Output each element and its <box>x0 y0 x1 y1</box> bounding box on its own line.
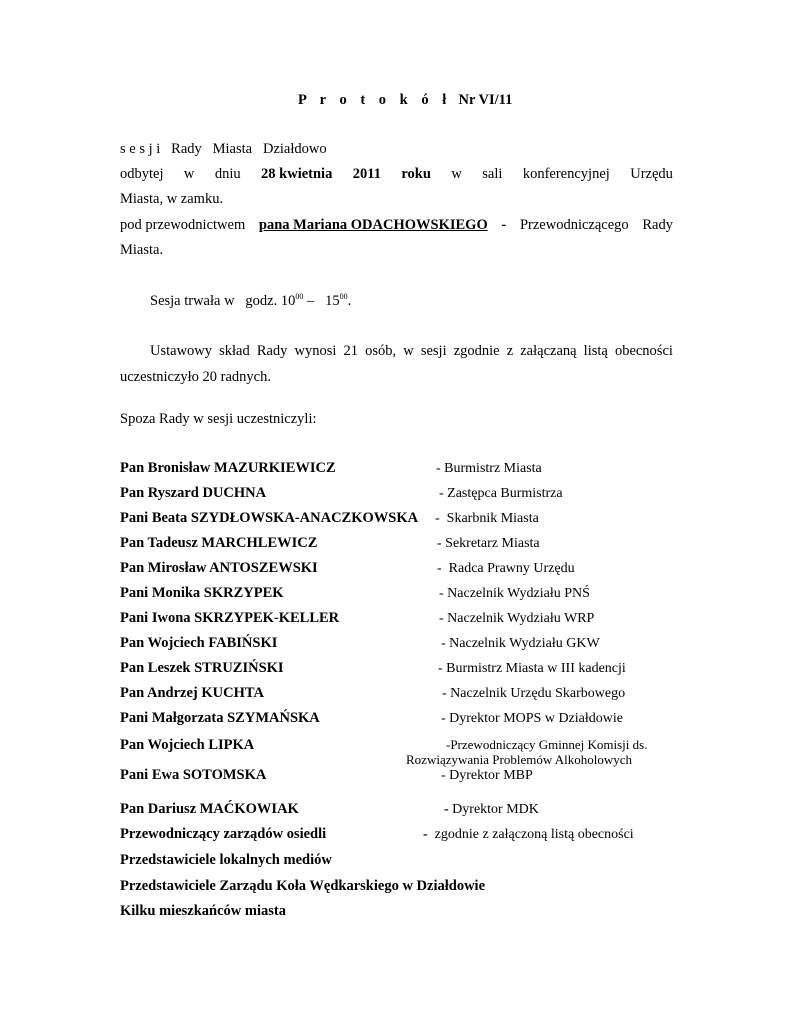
composition-word: listą <box>583 343 608 359</box>
composition-word: sesji <box>420 343 447 359</box>
attendee-name: Pan Bronisław MAZURKIEWICZ <box>120 460 336 476</box>
attendee-role-dash: - <box>444 802 449 817</box>
attendee-name: Pan Dariusz MAĆKOWIAK <box>120 801 299 817</box>
attendee-name: Pani Ewa SOTOMSKA <box>120 767 267 783</box>
attendee-name: Pan Mirosław ANTOSZEWSKI <box>120 560 318 576</box>
intro-word: w <box>451 166 462 182</box>
intro-word: w <box>183 166 195 182</box>
intro-line-3: Miasta, w zamku. <box>120 191 224 207</box>
composition-line-2: uczestniczyło 20 radnych. <box>120 369 271 385</box>
attendee-name: Pan Andrzej KUCHTA <box>120 685 264 701</box>
intro-word: sali <box>482 166 503 182</box>
intro-word: odbytej <box>120 166 164 182</box>
attendee-role: - Sekretarz Miasta <box>437 536 540 551</box>
composition-word: obecności <box>614 343 673 359</box>
title-spaced: P r o t o k ó ł <box>298 92 452 108</box>
intro-word: Rady <box>642 217 673 233</box>
attendee-name: Pani Beata SZYDŁOWSKA-ANACZKOWSKA <box>120 510 419 526</box>
title-number: Nr VI/11 <box>458 92 513 108</box>
attendee-name: Pan Leszek STRUZIŃSKI <box>120 660 284 676</box>
composition-word: skład <box>219 343 250 359</box>
attendee-role-text: zgodnie z załączoną listą obecności <box>427 827 634 842</box>
attendee-role: - Radca Prawny Urzędu <box>437 561 575 576</box>
attendee-role: - Burmistrz Miasta <box>436 461 542 476</box>
intro-line-5: Miasta. <box>120 242 164 258</box>
attendee-role <box>423 827 634 843</box>
session-time-prefix: Sesja trwała w godz. 10 <box>150 293 296 309</box>
other-attendee: Przedstawiciele lokalnych mediów <box>120 852 332 868</box>
attendee-role: - Skarbnik Miasta <box>435 511 539 526</box>
composition-word: Rady <box>256 343 288 359</box>
attendee-role: - Naczelnik Wydziału WRP <box>439 611 595 626</box>
attendee-name: Pan Wojciech LIPKA <box>120 737 255 753</box>
intro-word: roku <box>401 166 431 182</box>
session-year: 2011 <box>352 166 381 182</box>
chairman-name: pana Mariana ODACHOWSKIEGO <box>258 217 488 233</box>
attendee-role: - Zastępca Burmistrza <box>439 486 563 501</box>
intro-word: pod przewodnictwem <box>120 217 246 233</box>
other-attendee: Przedstawiciele Zarządu Koła Wędkarskiego w Działdowie <box>120 878 486 894</box>
attendee-role <box>444 802 539 818</box>
session-date: 28 kwietnia <box>261 166 333 182</box>
composition-word: zgodnie <box>453 343 500 359</box>
composition-word: 21 <box>343 343 359 359</box>
composition-word: Ustawowy <box>150 343 213 359</box>
attendee-name: Pan Ryszard DUCHNA <box>120 485 267 501</box>
attendee-name: Pani Małgorzata SZYMAŃSKA <box>120 710 320 726</box>
attendee-name: Pan Wojciech FABIŃSKI <box>120 635 278 651</box>
attendee-role: - Naczelnik Wydziału GKW <box>441 636 600 651</box>
intro-word: Przewodniczącego <box>519 217 629 233</box>
attendee-role: - Naczelnik Urzędu Skarbowego <box>442 686 626 701</box>
attendee-role: - Dyrektor MOPS w Działdowie <box>441 711 623 726</box>
composition-word: załączaną <box>520 343 577 359</box>
session-time-suffix: . <box>347 293 352 309</box>
attendees-heading: Spoza Rady w sesji uczestniczyli: <box>120 411 317 427</box>
attendee-role-dash: - <box>423 827 428 842</box>
session-time-mid: – 15 <box>303 293 340 309</box>
intro-line-1: s e s j i Rady Miasta Działdowo <box>120 141 327 157</box>
session-time-sup: 00 <box>295 292 304 301</box>
attendee-role: - Dyrektor MBP <box>441 768 533 783</box>
attendee-name: Pani Iwona SKRZYPEK-KELLER <box>120 610 340 626</box>
composition-word: wynosi <box>294 343 337 359</box>
other-attendee: Kilku mieszkańców miasta <box>120 903 286 919</box>
attendee-role: -Przewodniczący Gminnej Komisji ds. <box>446 737 648 752</box>
intro-word: konferencyjnej <box>522 166 610 182</box>
attendee-role-text: Dyrektor MDK <box>448 802 539 817</box>
composition-word: osób, <box>365 343 397 359</box>
composition-line-1 <box>150 343 673 360</box>
attendee-name: Pan Tadeusz MARCHLEWICZ <box>120 535 318 551</box>
attendee-role-continuation: Rozwiązywania Problemów Alkoholowych <box>406 752 633 767</box>
composition-word: w <box>403 343 414 359</box>
intro-word: dniu <box>214 166 241 182</box>
attendee-name: Przewodniczący zarządów osiedli <box>120 826 327 842</box>
document-title <box>298 92 512 109</box>
session-time-sup: 00 <box>339 292 348 301</box>
intro-line-4 <box>120 217 673 234</box>
intro-dash: - <box>501 217 507 233</box>
attendee-name: Pani Monika SKRZYPEK <box>120 585 284 601</box>
intro-word: Urzędu <box>630 166 673 182</box>
intro-line-2 <box>120 166 673 183</box>
session-time <box>150 292 351 310</box>
attendee-role: - Burmistrz Miasta w III kadencji <box>438 661 626 676</box>
attendee-role: - Naczelnik Wydziału PNŚ <box>439 586 590 601</box>
composition-word: z <box>506 343 514 359</box>
